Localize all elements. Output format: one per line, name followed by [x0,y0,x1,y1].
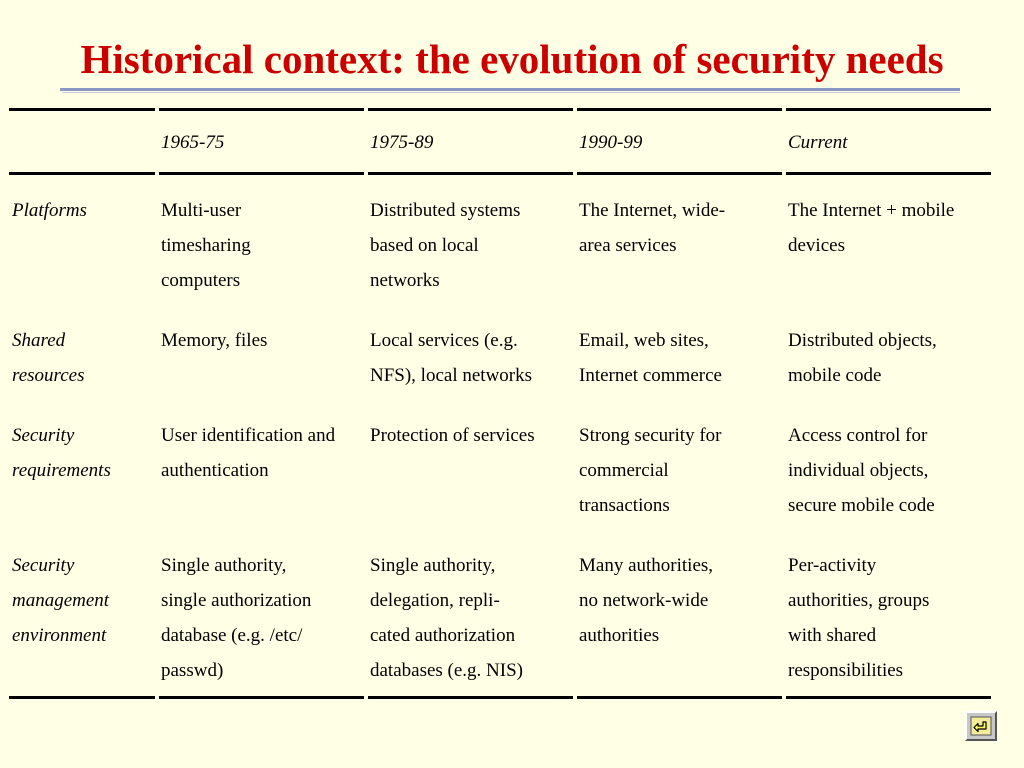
row-label-security-management-environment: Security management environment [12,555,110,646]
cell-platforms-1975-89: Distributed systems based on local networks [370,200,521,291]
cell-security-management-1990-99: Many authorities, no network-wide authorities [579,555,714,646]
col-0-bottom-rule [9,696,155,699]
header-1990-99: 1990-99 [579,132,643,153]
col-0-top-rule [9,108,155,111]
col-1-bottom-rule [159,696,364,699]
title-underline [60,88,960,91]
col-3-top-rule [577,108,782,111]
title-underline-shadow [62,92,960,93]
cell-shared-resources-1965-75: Memory, files [161,330,268,351]
cell-platforms-current: The Internet + mobile devices [788,200,955,256]
cell-security-management-1965-75: Single authority, single authorization database (e.g. /etc/ passwd) [161,555,312,681]
cell-security-requirements-1990-99: Strong security for commercial transactions [579,425,722,516]
col-4-header-rule [786,172,991,175]
header-1965-75: 1965-75 [161,132,225,153]
cell-shared-resources-1975-89: Local services (e.g. NFS), local networks [370,330,533,386]
row-label-security-requirements: Security requirements [12,425,111,481]
cell-shared-resources-1990-99: Email, web sites, Internet commerce [579,330,722,386]
col-3-bottom-rule [577,696,782,699]
cell-security-requirements-current: Access control for individual objects, secure mobile code [788,425,935,516]
cell-security-requirements-1965-75: User identification and authentication [161,425,336,481]
cell-platforms-1990-99: The Internet, wide- area services [579,200,726,256]
col-1-top-rule [159,108,364,111]
col-0-header-rule [9,172,155,175]
col-2-top-rule [368,108,573,111]
cell-security-management-1975-89: Single authority, delegation, repli- cated authorization databases (e.g. NIS) [370,555,524,681]
header-current: Current [788,132,848,153]
col-1-header-rule [159,172,364,175]
back-button[interactable] [965,711,997,741]
page-title: Historical context: the evolution of security needs [80,36,944,82]
col-3-header-rule [577,172,782,175]
row-label-platforms: Platforms [12,200,87,221]
col-2-header-rule [368,172,573,175]
row-label-shared-resources: Shared resources [12,330,85,386]
cell-platforms-1965-75: Multi-user timesharing computers [161,200,251,291]
cell-security-requirements-1975-89: Protection of services [370,425,535,446]
cell-security-management-current: Per-activity authorities, groups with shared responsibilities [788,555,930,681]
col-4-top-rule [786,108,991,111]
return-arrow-icon [970,716,992,736]
header-1975-89: 1975-89 [370,132,434,153]
cell-shared-resources-current: Distributed objects, mobile code [788,330,937,386]
col-2-bottom-rule [368,696,573,699]
col-4-bottom-rule [786,696,991,699]
